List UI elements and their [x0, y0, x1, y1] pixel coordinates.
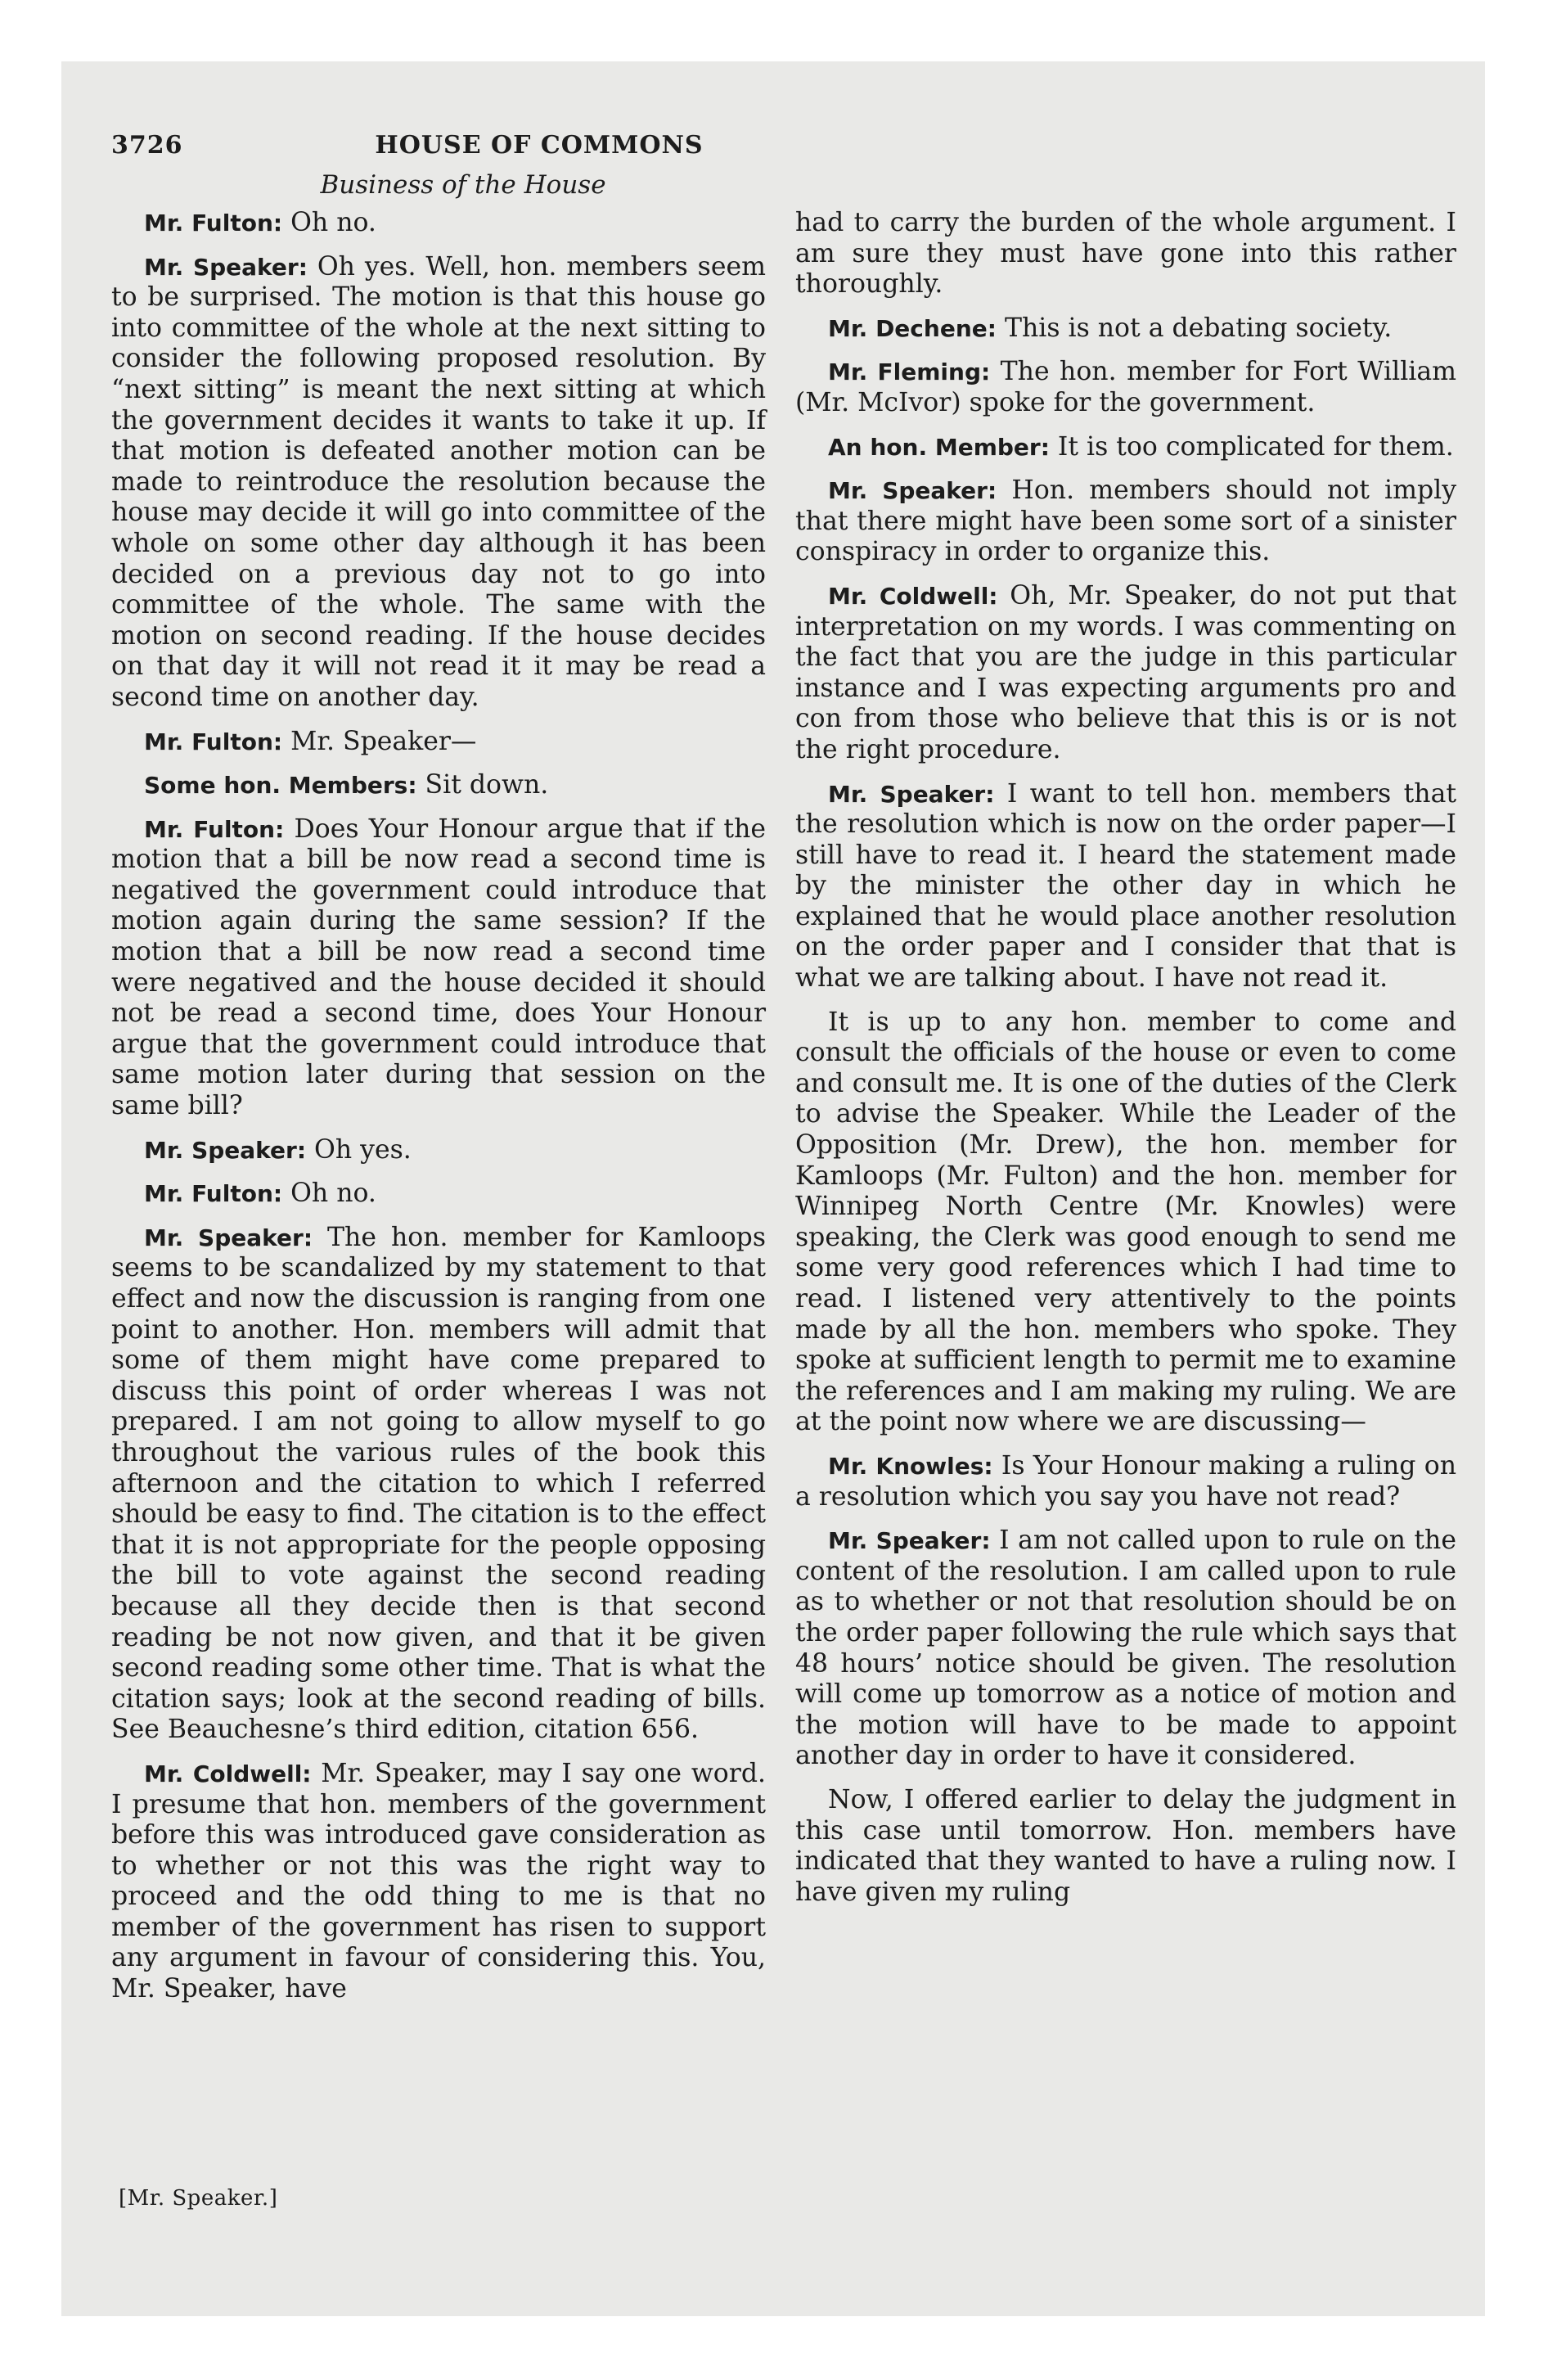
speech-text: Hon. members should not imply that there might have been some sort of a sinister conspiracy in order to organize this.: [795, 476, 1456, 567]
section-title: Business of the House: [320, 170, 606, 200]
speech-paragraph: [795, 581, 1456, 766]
speech-text: I want to tell hon. members that the resolution which is now on the order paper—I still have to read it. I heard the statement made by the minister the other day in which he explained that he would place another resolution on the order paper and I consider that that is what we are talking about. I have not read it.: [795, 778, 1457, 994]
speech-text: The hon. member for Kamloops seems to be scandalized by my statement to that effect and now the discussion is ranging from one point to another. Hon. members will admit that some of them might have come prepared to discuss this point of order whereas I was not prepared. I am not going to allow myself to go throughout the various rules of the book this afternoon and the citation to which I referred should be easy to find. The citation is to the effect that it is not appropriate for the people opposing the bill to vote against the second reading because all they decide then is that second reading be not now given, and that it be given second reading some other time. That is what the citation says; look at the second reading of bills. See Beauchesne’s third edition, citation 656.: [111, 1222, 767, 1745]
speech-text: Does Your Honour argue that if the motion that a bill be now read a second time is negatived the government could introduce that motion again during the same session? If the motion that a bill be now read a second time were negatived and the house decided it should not be read a second time, does Your Honour argue that the government could introduce that same motion later during that session on the same bill?: [111, 814, 766, 1121]
page-header: [111, 131, 967, 167]
speech-paragraph: [795, 1451, 1456, 1512]
speaker-name: Mr. Fleming:: [828, 358, 991, 386]
speech-paragraph: [111, 814, 766, 1122]
speech-text: It is too complicated for them.: [1049, 431, 1454, 462]
speaker-name: Mr. Speaker:: [144, 1224, 313, 1251]
speech-paragraph: [795, 208, 1456, 300]
speaker-name: Some hon. Members:: [144, 772, 417, 800]
speaker-name: Mr. Speaker:: [828, 780, 995, 808]
speaker-name: Mr. Dechene:: [828, 314, 997, 342]
speech-text: Is Your Honour making a ruling on a resolution which you say you have not read?: [795, 1450, 1457, 1512]
speech-paragraph: [111, 727, 766, 758]
speech-paragraph: [111, 1135, 766, 1166]
speaker-name: Mr. Coldwell:: [144, 1760, 312, 1787]
speaker-name: Mr. Coldwell:: [828, 582, 998, 610]
speech-paragraph: [795, 313, 1456, 345]
speech-text: Oh no.: [282, 208, 376, 237]
speech-paragraph: [111, 1759, 766, 2005]
speech-paragraph: [795, 432, 1456, 463]
footer-note: [Mr. Speaker.]: [119, 2186, 278, 2211]
speaker-name: Mr. Fulton:: [144, 1180, 283, 1208]
right-column: [795, 208, 1456, 1921]
speech-text: I am not called upon to rule on the content of the resolution. I am called upon to rule as to whether or not that resolution should be on the order paper following the rule which says that 48 hours’ notice should be given. The resolution will come up tomorrow as a notice of motion and the motion will have to be made to appoint another day in order to have it considered.: [795, 1526, 1456, 1771]
speech-text: Now, I offered earlier to delay the judgment in this case until tomorrow. Hon. members have indicated that they wanted to have a ruling now. I have given my ruling: [795, 1784, 1456, 1907]
speech-paragraph: [111, 1179, 766, 1210]
speech-paragraph: [111, 208, 766, 239]
speaker-name: Mr. Speaker:: [828, 1527, 991, 1555]
speech-text: Sit down.: [416, 770, 549, 800]
speech-text: Mr. Speaker, may I say one word. I presume that hon. members of the government before this was introduced gave consideration as to whether or not this was the right way to proceed and the odd thing to me is that no member of the government has risen to support any argument in favour of considering this. You, Mr. Speaker, have: [111, 1758, 766, 2004]
speech-text: Oh no.: [282, 1179, 376, 1209]
left-column: [111, 208, 766, 2018]
speech-paragraph: [795, 779, 1456, 994]
speaker-name: Mr. Fulton:: [144, 728, 283, 755]
running-title: HOUSE OF COMMONS: [375, 131, 704, 160]
speech-paragraph: [795, 357, 1456, 418]
speech-paragraph: [795, 1526, 1456, 1772]
page-number: 3726: [111, 131, 183, 160]
speaker-name: Mr. Speaker:: [144, 253, 308, 281]
speech-text: had to carry the burden of the whole argument. I am sure they must have gone into this rather thoroughly.: [795, 208, 1456, 300]
speech-text: Mr. Speaker—: [282, 726, 477, 756]
speaker-name: Mr. Knowles:: [828, 1452, 993, 1480]
speech-paragraph: [795, 1007, 1456, 1438]
speech-paragraph: [795, 1785, 1456, 1908]
speaker-name: Mr. Fulton:: [144, 210, 283, 237]
speaker-name: Mr. Speaker:: [144, 1136, 307, 1164]
speaker-name: Mr. Fulton:: [144, 815, 285, 843]
speech-paragraph: [111, 252, 766, 714]
speech-text: Oh, Mr. Speaker, do not put that interpretation on my words. I was commenting on the fact that you are the judge in this particular instance and I was expecting arguments pro and con from those who believe that this is or is not the right procedure.: [795, 580, 1456, 764]
speech-paragraph: [111, 1223, 766, 1746]
speech-paragraph: [795, 476, 1456, 568]
speech-text: Oh yes. Well, hon. members seem to be surprised. The motion is that this house go into committee of the whole at the next sitting to consider the following proposed resolution. By “next sitting” is meant the next sitting at which the government decides it wants to take it up. If that motion is defeated another motion can be made to reintroduce the resolution because the house may decide it will go into committee of the whole on some other day although it has been decided on a previous day not to go into committee of the whole. The same with the motion on second reading. If the house decides on that day it will not read it it may be read a second time on another day.: [111, 251, 766, 712]
speech-paragraph: [111, 770, 766, 801]
speaker-name: An hon. Member:: [828, 433, 1050, 461]
speech-text: Oh yes.: [306, 1134, 412, 1165]
speech-text: It is up to any hon. member to come and consult the officials of the house or even to come and consult me. It is one of the duties of the Clerk to advise the Speaker. While the Leader of the Opposition (Mr. Drew), the hon. member for Kamloops (Mr. Fulton) and the hon. member for Winnipeg North Centre (Mr. Knowles) were speaking, the Clerk was good enough to send me some very good references which I had time to read. I listened very attentively to the points made by all the hon. members who spoke. They spoke at sufficient length to permit me to examine the references and I am making my ruling. We are at the point now where we are discussing—: [795, 1007, 1456, 1437]
speech-text: The hon. member for Fort William (Mr. McIvor) spoke for the government.: [795, 357, 1456, 417]
speaker-name: Mr. Speaker:: [828, 477, 997, 505]
speech-text: This is not a debating society.: [996, 313, 1393, 343]
